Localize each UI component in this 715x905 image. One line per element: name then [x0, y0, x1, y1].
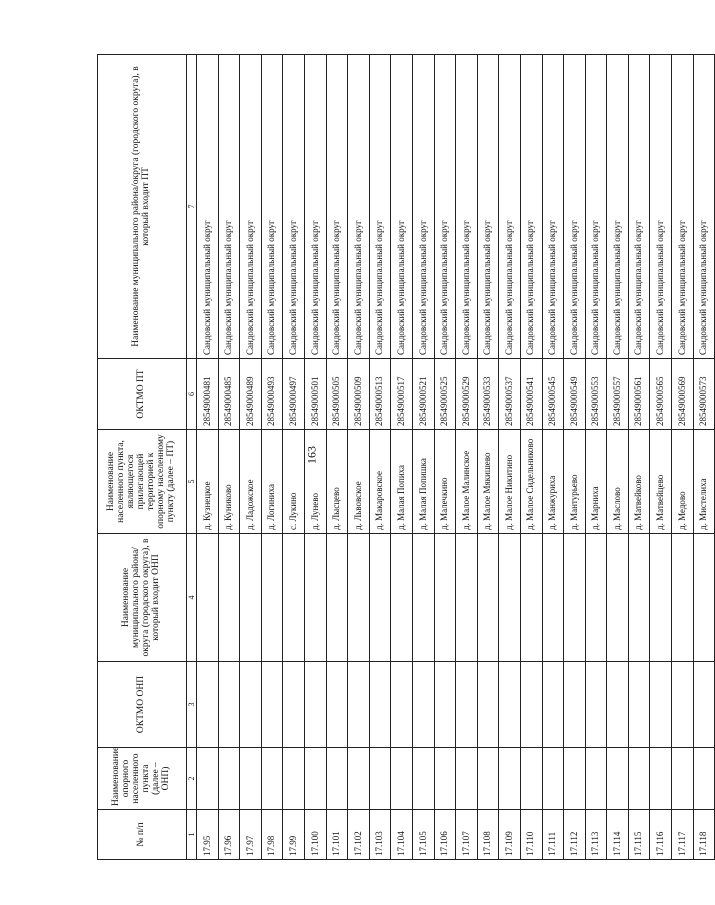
- row-number-cell: 17.115: [628, 810, 650, 860]
- pt-oktmo-cell: 28549000493: [261, 359, 283, 430]
- pt-district-cell: Сандовский муниципальный округ: [628, 55, 650, 359]
- table-row: [261, 55, 283, 860]
- row-number-cell: 17.104: [391, 810, 413, 860]
- onp-oktmo-cell: [197, 662, 219, 748]
- pt-district-cell: Сандовский муниципальный округ: [369, 55, 391, 359]
- row-number-cell: 17.116: [650, 810, 672, 860]
- table-row: [391, 55, 413, 860]
- pt-district-cell: Сандовский муниципальный округ: [218, 55, 240, 359]
- row-number-cell: 17.99: [283, 810, 305, 860]
- table-row: [607, 55, 629, 860]
- pt-oktmo-cell: 28549000549: [564, 359, 586, 430]
- pt-district-cell: Сандовский муниципальный округ: [672, 55, 694, 359]
- table-row: [240, 55, 262, 860]
- onp-oktmo-cell: [628, 662, 650, 748]
- pt-oktmo-cell: 28549000569: [672, 359, 694, 430]
- pt-name-cell: д. Макаровское: [369, 430, 391, 534]
- onp-district-cell: [456, 534, 478, 662]
- column-number: 1: [187, 810, 197, 860]
- onp-oktmo-cell: [434, 662, 456, 748]
- pt-name-cell: д. Лысцево: [326, 430, 348, 534]
- pt-oktmo-cell: 28549000501: [304, 359, 326, 430]
- table-row: [628, 55, 650, 860]
- onp-district-cell: [197, 534, 219, 662]
- onp-oktmo-cell: [564, 662, 586, 748]
- row-number-cell: 17.106: [434, 810, 456, 860]
- row-number-cell: 17.117: [672, 810, 694, 860]
- pt-name-cell: д. Логиниха: [261, 430, 283, 534]
- pt-name-cell: д. Куниково: [218, 430, 240, 534]
- pt-oktmo-cell: 28549000509: [348, 359, 370, 430]
- onp-name-cell: [261, 748, 283, 810]
- pt-name-cell: д. Малое Никитино: [499, 430, 521, 534]
- onp-district-cell: [326, 534, 348, 662]
- page-number: 163: [304, 446, 319, 464]
- column-number: 7: [187, 55, 197, 359]
- table-row: [348, 55, 370, 860]
- pt-district-cell: Сандовский муниципальный округ: [348, 55, 370, 359]
- pt-district-cell: Сандовский муниципальный округ: [240, 55, 262, 359]
- row-number-cell: 17.100: [304, 810, 326, 860]
- table-row: [412, 55, 434, 860]
- onp-district-cell: [218, 534, 240, 662]
- pt-name-cell: д. Кузнецкое: [197, 430, 219, 534]
- pt-name-cell: д. Мантурьево: [564, 430, 586, 534]
- column-number: 2: [187, 748, 197, 810]
- table-row: [693, 55, 715, 860]
- header-onp-name: Наименование опорного населенного пункта (далее – ОНП): [98, 748, 187, 810]
- table-row: [542, 55, 564, 860]
- header-pt-district: Наименование муниципального района/округа (городского округа), в который входит ПТ: [98, 55, 187, 359]
- onp-oktmo-cell: [391, 662, 413, 748]
- pt-district-cell: Сандовский муниципальный округ: [607, 55, 629, 359]
- header-pt-oktmo: ОКТМО ПТ: [98, 359, 187, 430]
- pt-district-cell: Сандовский муниципальный округ: [434, 55, 456, 359]
- onp-name-cell: [585, 748, 607, 810]
- pt-oktmo-cell: 28549000489: [240, 359, 262, 430]
- pt-oktmo-cell: 28549000537: [499, 359, 521, 430]
- onp-name-cell: [542, 748, 564, 810]
- onp-name-cell: [240, 748, 262, 810]
- table-row: [672, 55, 694, 860]
- row-number-cell: 17.95: [197, 810, 219, 860]
- onp-district-cell: [348, 534, 370, 662]
- onp-name-cell: [412, 748, 434, 810]
- pt-oktmo-cell: 28549000541: [520, 359, 542, 430]
- onp-name-cell: [650, 748, 672, 810]
- table-row: [434, 55, 456, 860]
- onp-oktmo-cell: [477, 662, 499, 748]
- onp-name-cell: [348, 748, 370, 810]
- onp-oktmo-cell: [585, 662, 607, 748]
- onp-oktmo-cell: [283, 662, 305, 748]
- pt-oktmo-cell: 28549000497: [283, 359, 305, 430]
- onp-name-cell: [218, 748, 240, 810]
- pt-name-cell: д. Малое Мякишево: [477, 430, 499, 534]
- onp-name-cell: [434, 748, 456, 810]
- pt-oktmo-cell: 28549000553: [585, 359, 607, 430]
- onp-name-cell: [283, 748, 305, 810]
- onp-name-cell: [326, 748, 348, 810]
- onp-name-cell: [499, 748, 521, 810]
- pt-oktmo-cell: 28549000505: [326, 359, 348, 430]
- pt-district-cell: Сандовский муниципальный округ: [520, 55, 542, 359]
- row-number-cell: 17.112: [564, 810, 586, 860]
- onp-oktmo-cell: [240, 662, 262, 748]
- pt-name-cell: д. Медово: [672, 430, 694, 534]
- pt-oktmo-cell: 28549000573: [693, 359, 715, 430]
- onp-name-cell: [693, 748, 715, 810]
- onp-oktmo-cell: [499, 662, 521, 748]
- onp-district-cell: [283, 534, 305, 662]
- onp-oktmo-cell: [412, 662, 434, 748]
- row-number-cell: 17.113: [585, 810, 607, 860]
- row-number-cell: 17.96: [218, 810, 240, 860]
- pt-name-cell: д. Малая Попиха: [391, 430, 413, 534]
- header-pt-name: Наименование населенного пункта, являющегося прилегающей территорией к опорному населенному пункту (далее – ПТ): [98, 430, 187, 534]
- onp-name-cell: [456, 748, 478, 810]
- onp-district-cell: [520, 534, 542, 662]
- pt-oktmo-cell: 28549000557: [607, 359, 629, 430]
- onp-oktmo-cell: [542, 662, 564, 748]
- pt-name-cell: д. Малое Сидельниково: [520, 430, 542, 534]
- table-row: [197, 55, 219, 860]
- pt-oktmo-cell: 28549000481: [197, 359, 219, 430]
- onp-oktmo-cell: [520, 662, 542, 748]
- pt-district-cell: Сандовский муниципальный округ: [456, 55, 478, 359]
- onp-oktmo-cell: [348, 662, 370, 748]
- pt-name-cell: д. Манжуриха: [542, 430, 564, 534]
- onp-name-cell: [304, 748, 326, 810]
- pt-name-cell: д. Марниха: [585, 430, 607, 534]
- column-number: 4: [187, 534, 197, 662]
- table-row: [477, 55, 499, 860]
- table-row: [520, 55, 542, 860]
- onp-district-cell: [477, 534, 499, 662]
- pt-district-cell: Сандовский муниципальный округ: [391, 55, 413, 359]
- pt-oktmo-cell: 28549000525: [434, 359, 456, 430]
- onp-district-cell: [434, 534, 456, 662]
- row-number-cell: 17.110: [520, 810, 542, 860]
- onp-oktmo-cell: [607, 662, 629, 748]
- pt-oktmo-cell: 28549000485: [218, 359, 240, 430]
- onp-name-cell: [369, 748, 391, 810]
- pt-oktmo-cell: 28549000517: [391, 359, 413, 430]
- onp-oktmo-cell: [693, 662, 715, 748]
- row-number-cell: 17.103: [369, 810, 391, 860]
- pt-district-cell: Сандовский муниципальный округ: [564, 55, 586, 359]
- row-number-cell: 17.98: [261, 810, 283, 860]
- pt-district-cell: Сандовский муниципальный округ: [650, 55, 672, 359]
- header-onp-oktmo: ОКТМО ОНП: [98, 662, 187, 748]
- row-number-cell: 17.101: [326, 810, 348, 860]
- onp-district-cell: [369, 534, 391, 662]
- table-row: [218, 55, 240, 860]
- table-row: [650, 55, 672, 860]
- column-number: 3: [187, 662, 197, 748]
- pt-oktmo-cell: 28549000545: [542, 359, 564, 430]
- onp-oktmo-cell: [326, 662, 348, 748]
- onp-district-cell: [628, 534, 650, 662]
- pt-district-cell: Сандовский муниципальный округ: [197, 55, 219, 359]
- pt-name-cell: д. Ладожское: [240, 430, 262, 534]
- table-row: [564, 55, 586, 860]
- row-number-cell: 17.118: [693, 810, 715, 860]
- table-row: [369, 55, 391, 860]
- row-number-cell: 17.108: [477, 810, 499, 860]
- table-row: [283, 55, 305, 860]
- table-row: [326, 55, 348, 860]
- onp-name-cell: [672, 748, 694, 810]
- onp-district-cell: [304, 534, 326, 662]
- column-number: 5: [187, 430, 197, 534]
- table-row: [499, 55, 521, 860]
- onp-district-cell: [650, 534, 672, 662]
- pt-name-cell: д. Маслово: [607, 430, 629, 534]
- onp-oktmo-cell: [456, 662, 478, 748]
- row-number-cell: 17.107: [456, 810, 478, 860]
- pt-name-cell: д. Малое Малинское: [456, 430, 478, 534]
- header-row: [98, 55, 187, 860]
- onp-name-cell: [628, 748, 650, 810]
- header-onp-district: Наименование муниципального района/округа (городского округа), в который входит ОНП: [98, 534, 187, 662]
- pt-district-cell: Сандовский муниципальный округ: [261, 55, 283, 359]
- onp-district-cell: [240, 534, 262, 662]
- pt-name-cell: д. Матвейцево: [650, 430, 672, 534]
- onp-district-cell: [564, 534, 586, 662]
- header-number: № п/п: [98, 810, 187, 860]
- row-number-cell: 17.105: [412, 810, 434, 860]
- pt-name-cell: д. Мистелиха: [693, 430, 715, 534]
- onp-oktmo-cell: [261, 662, 283, 748]
- pt-oktmo-cell: 28549000565: [650, 359, 672, 430]
- onp-name-cell: [520, 748, 542, 810]
- onp-oktmo-cell: [672, 662, 694, 748]
- pt-district-cell: Сандовский муниципальный округ: [477, 55, 499, 359]
- onp-district-cell: [261, 534, 283, 662]
- onp-oktmo-cell: [369, 662, 391, 748]
- onp-name-cell: [197, 748, 219, 810]
- pt-name-cell: с. Лукино: [283, 430, 305, 534]
- table-row: [304, 55, 326, 860]
- onp-district-cell: [542, 534, 564, 662]
- pt-oktmo-cell: 28549000529: [456, 359, 478, 430]
- pt-name-cell: д. Малая Попишка: [412, 430, 434, 534]
- onp-district-cell: [672, 534, 694, 662]
- onp-oktmo-cell: [218, 662, 240, 748]
- settlements-table: [97, 54, 715, 860]
- onp-district-cell: [607, 534, 629, 662]
- pt-district-cell: Сандовский муниципальный округ: [412, 55, 434, 359]
- row-number-cell: 17.102: [348, 810, 370, 860]
- onp-district-cell: [499, 534, 521, 662]
- pt-district-cell: Сандовский муниципальный округ: [585, 55, 607, 359]
- onp-district-cell: [391, 534, 413, 662]
- onp-district-cell: [693, 534, 715, 662]
- onp-oktmo-cell: [304, 662, 326, 748]
- pt-name-cell: д. Лунево: [304, 430, 326, 534]
- table-row: [456, 55, 478, 860]
- column-number: 6: [187, 359, 197, 430]
- onp-name-cell: [391, 748, 413, 810]
- onp-name-cell: [607, 748, 629, 810]
- onp-oktmo-cell: [650, 662, 672, 748]
- pt-name-cell: д. Малечкино: [434, 430, 456, 534]
- onp-name-cell: [564, 748, 586, 810]
- onp-district-cell: [585, 534, 607, 662]
- row-number-cell: 17.114: [607, 810, 629, 860]
- pt-district-cell: Сандовский муниципальный округ: [693, 55, 715, 359]
- row-number-cell: 17.97: [240, 810, 262, 860]
- onp-district-cell: [412, 534, 434, 662]
- pt-district-cell: Сандовский муниципальный округ: [499, 55, 521, 359]
- pt-name-cell: д. Львовское: [348, 430, 370, 534]
- row-number-cell: 17.111: [542, 810, 564, 860]
- pt-oktmo-cell: 28549000513: [369, 359, 391, 430]
- pt-oktmo-cell: 28549000561: [628, 359, 650, 430]
- pt-district-cell: Сандовский муниципальный округ: [326, 55, 348, 359]
- rotated-table-container: [97, 55, 709, 860]
- table-row: [585, 55, 607, 860]
- pt-oktmo-cell: 28549000533: [477, 359, 499, 430]
- onp-name-cell: [477, 748, 499, 810]
- pt-district-cell: Сандовский муниципальный округ: [304, 55, 326, 359]
- column-number-row: [187, 55, 197, 860]
- pt-district-cell: Сандовский муниципальный округ: [542, 55, 564, 359]
- pt-oktmo-cell: 28549000521: [412, 359, 434, 430]
- pt-name-cell: д. Матвейково: [628, 430, 650, 534]
- row-number-cell: 17.109: [499, 810, 521, 860]
- pt-district-cell: Сандовский муниципальный округ: [283, 55, 305, 359]
